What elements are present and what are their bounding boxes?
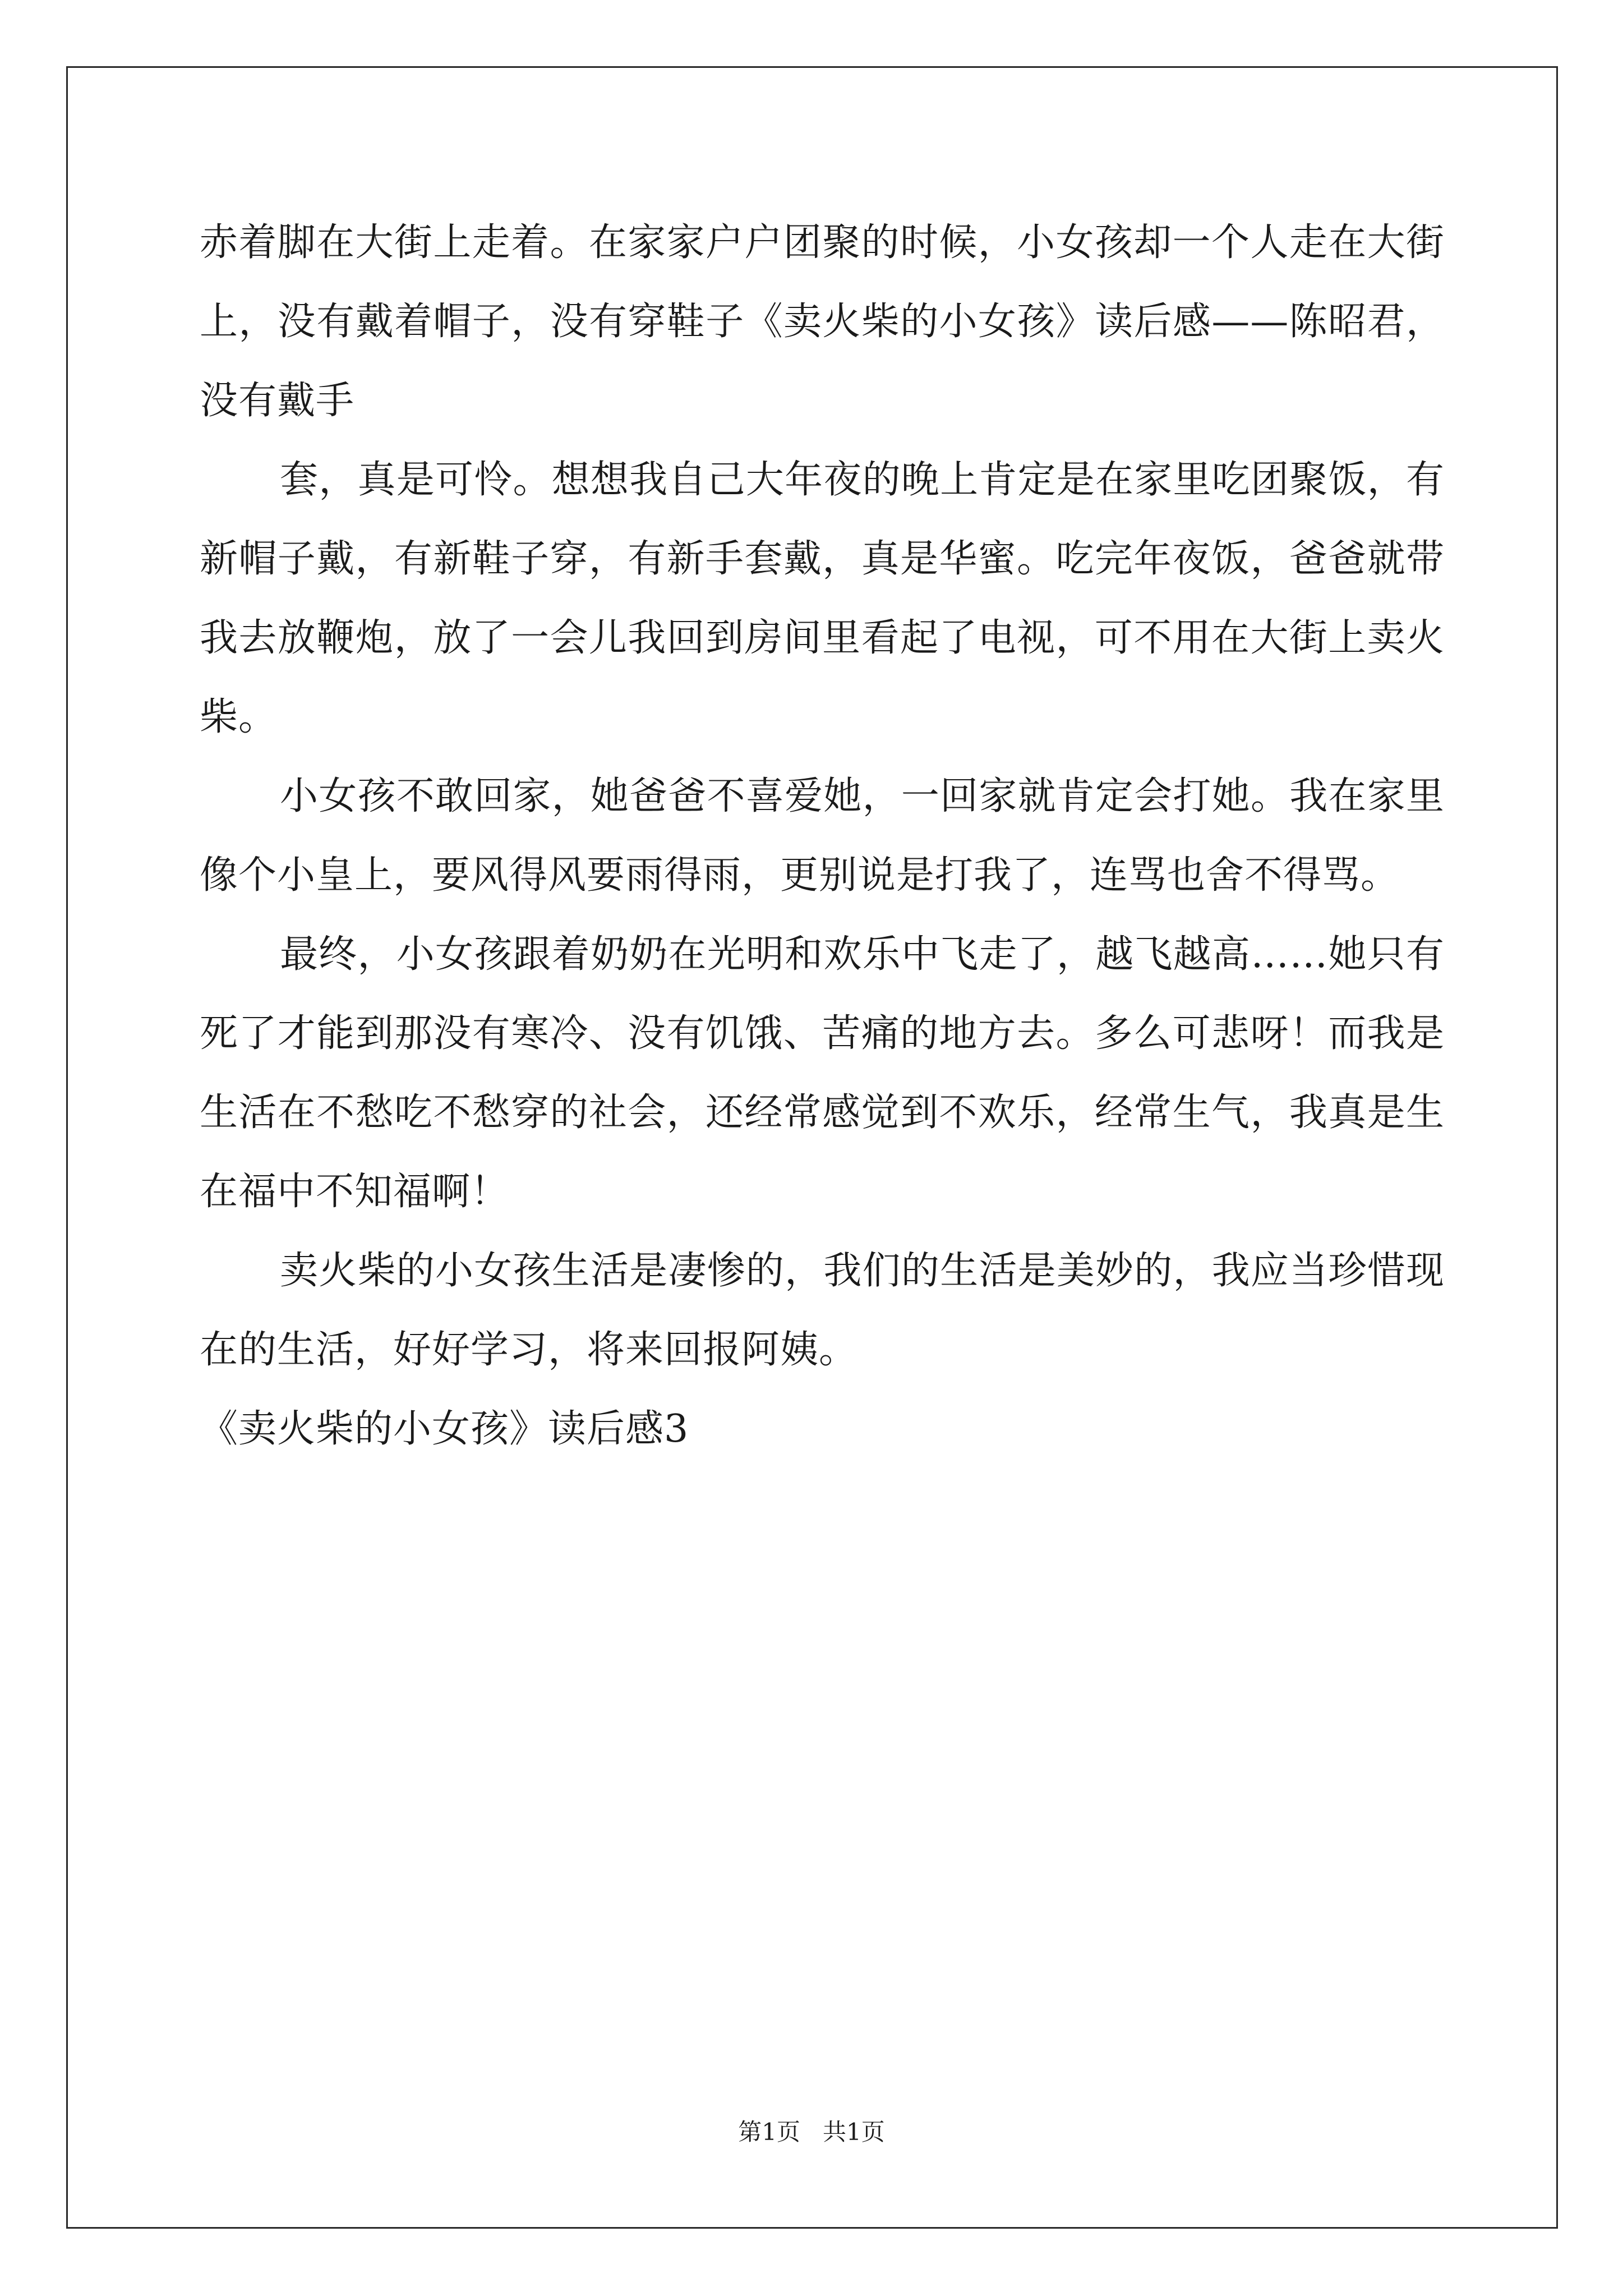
paragraph-2: 套，真是可怜。想想我自己大年夜的晚上肯定是在家里吃团聚饭，有新帽子戴，有新鞋子穿，有新手套戴，真是华蜜。吃完年夜饭，爸爸就带我去放鞭炮，放了一会儿我回到房间里看起了电视，可不用在大街上卖火柴。 (200, 458, 1445, 739)
section-heading: 《卖火柴的小女孩》读后感3 (200, 1407, 689, 1451)
page-footer (0, 2116, 1623, 2148)
page-total: 共1页 (823, 2118, 885, 2146)
paragraph-1: 赤着脚在大街上走着。在家家户户团聚的时候，小女孩却一个人走在大街上，没有戴着帽子，没有穿鞋子《卖火柴的小女孩》读后感——陈昭君，没有戴手 (200, 220, 1445, 423)
paragraph-4: 最终，小女孩跟着奶奶在光明和欢乐中飞走了，越飞越高……她只有死了才能到那没有寒冷、没有饥饿、苦痛的地方去。多么可悲呀！而我是生活在不愁吃不愁穿的社会，还经常感觉到不欢乐，经常生气，我真是生在福中不知福啊！ (200, 932, 1445, 1214)
paragraph-5: 卖火柴的小女孩生活是凄惨的，我们的生活是美妙的，我应当珍惜现在的生活，好好学习，将来回报阿姨。 (200, 1249, 1445, 1372)
paragraph-3: 小女孩不敢回家，她爸爸不喜爱她，一回家就肯定会打她。我在家里像个小皇上，要风得风要雨得雨，更别说是打我了，连骂也舍不得骂。 (200, 774, 1445, 898)
page-number: 第1页 (738, 2118, 800, 2146)
document-body (200, 203, 1445, 1469)
